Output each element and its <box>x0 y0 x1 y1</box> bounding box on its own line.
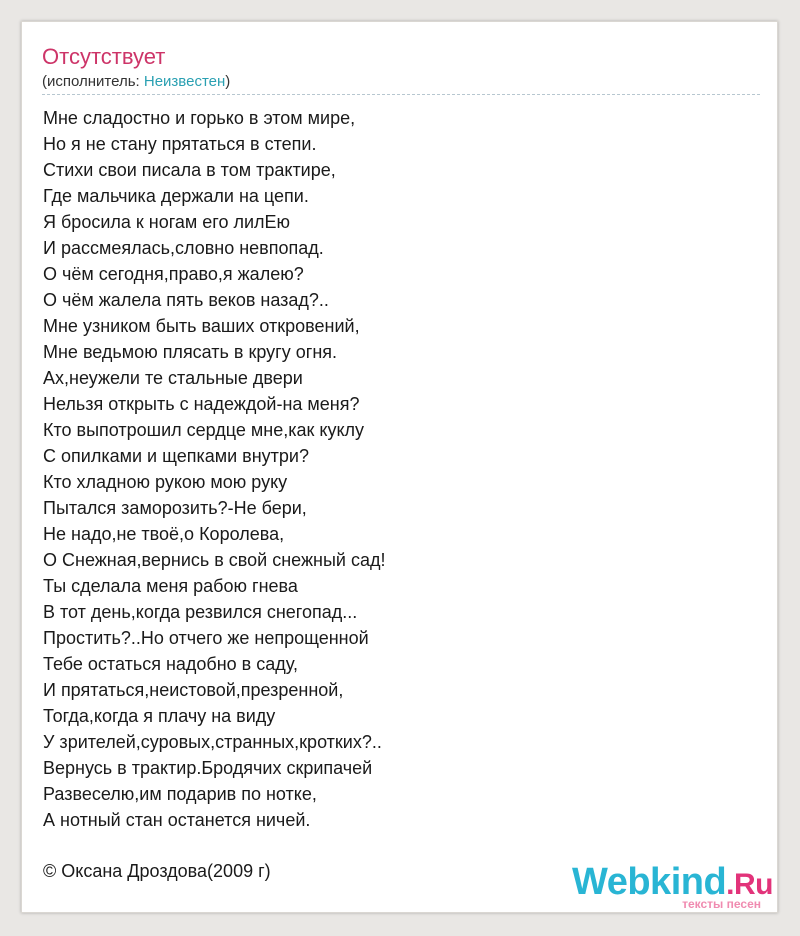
logo-tagline: тексты песен <box>682 897 761 911</box>
lyric-line: И рассмеялась,словно невпопад. <box>43 238 324 258</box>
lyric-line: О Снежная,вернись в свой снежный сад! <box>43 550 386 570</box>
lyric-line: Кто выпотрошил сердце мне,как куклу <box>43 420 365 440</box>
lyric-line: Кто хладною рукою мою руку <box>43 472 288 492</box>
lyric-line: Ах,неужели те стальные двери <box>43 368 303 388</box>
lyric-line: Не надо,не твоё,о Королева, <box>43 524 285 544</box>
lyric-line: Мне ведьмою плясать в кругу огня. <box>43 342 338 362</box>
lyric-line: Стихи свои писала в том трактире, <box>43 160 336 180</box>
lyric-line: Но я не стану прятаться в степи. <box>43 134 317 154</box>
lyric-line: Ты сделала меня рабою гнева <box>43 576 298 596</box>
logo-word: Webkind <box>572 861 727 903</box>
song-title: Отсутствует <box>42 44 166 69</box>
lyric-line: Тебе остаться надобно в саду, <box>43 654 298 674</box>
lyric-line: Мне узником быть ваших откровений, <box>43 316 360 336</box>
logo-tld: .Ru <box>726 868 773 901</box>
lyrics-card <box>21 21 778 913</box>
artist-line <box>42 73 230 91</box>
artist-link[interactable]: Неизвестен <box>143 73 226 90</box>
lyric-line: О чём жалела пять веков назад?.. <box>43 290 329 310</box>
lyric-line: В тот день,когда резвился снегопад... <box>43 602 358 622</box>
lyric-line: Я бросила к ногам его лилЕю <box>43 212 291 232</box>
dashed-divider <box>42 94 760 95</box>
lyrics-text <box>43 105 743 833</box>
lyric-line: Развеселю,им подарив по нотке, <box>43 784 317 804</box>
lyric-line: Мне сладостно и горько в этом мире, <box>43 108 356 128</box>
lyric-line: Где мальчика держали на цепи. <box>43 186 309 206</box>
artist-prefix: (исполнитель: <box>42 73 144 90</box>
lyric-line: С опилками и щепками внутри? <box>43 446 309 466</box>
lyric-line: Вернусь в трактир.Бродячих скрипачей <box>43 758 373 778</box>
copyright-notice: © Оксана Дроздова(2009 г) <box>43 861 271 881</box>
lyric-line: Простить?..Но отчего же непрощенной <box>43 628 369 648</box>
lyric-line: О чём сегодня,право,я жалею? <box>43 264 304 284</box>
lyric-line: Тогда,когда я плачу на виду <box>43 706 276 726</box>
site-logo[interactable] <box>572 860 773 912</box>
lyric-line: Нельзя открыть с надеждой-на меня? <box>43 394 360 414</box>
artist-suffix: ) <box>225 73 231 90</box>
lyric-line: У зрителей,суровых,странных,кротких?.. <box>43 732 382 752</box>
lyric-line: А нотный стан останется ничей. <box>43 810 311 830</box>
lyric-line: И прятаться,неистовой,презренной, <box>43 680 344 700</box>
lyric-line: Пытался заморозить?-Не бери, <box>43 498 307 518</box>
